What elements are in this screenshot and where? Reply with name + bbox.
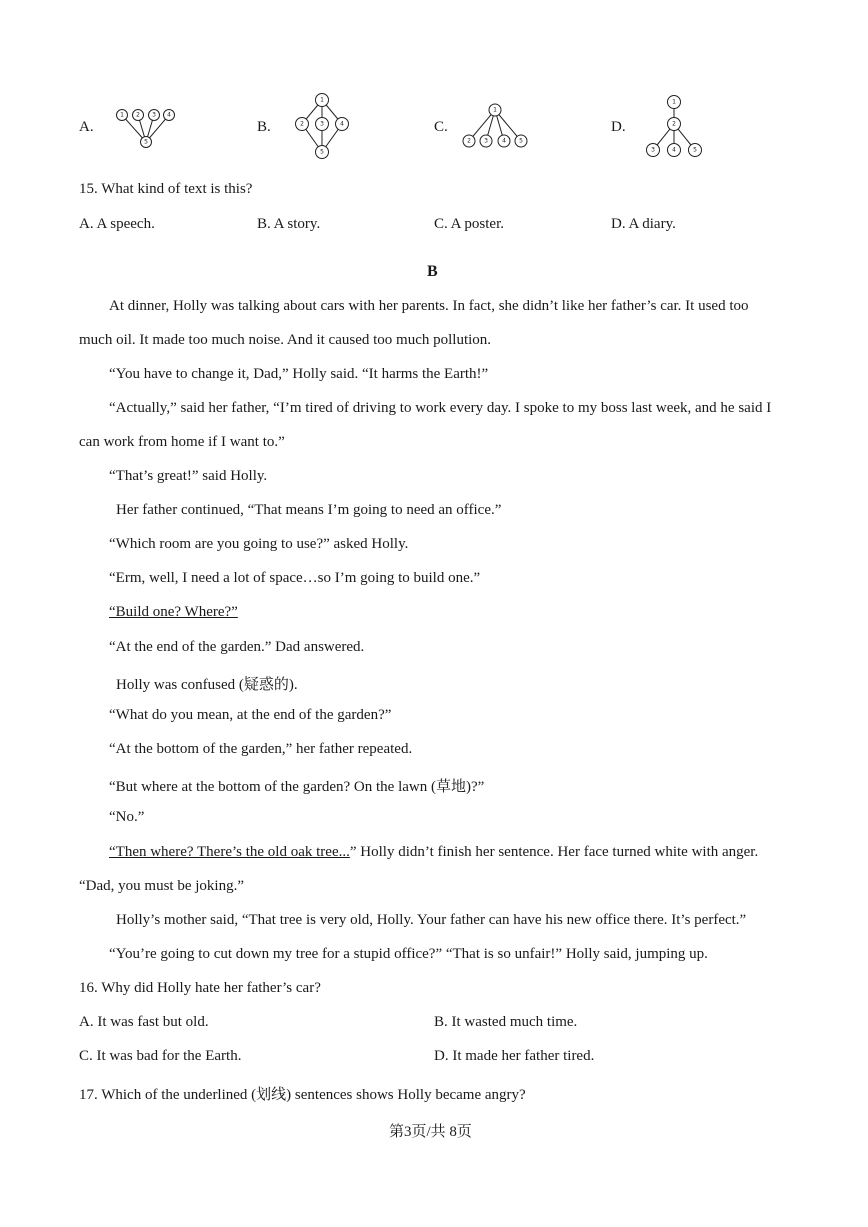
node-label: 5 [693, 146, 697, 154]
q16-option-b[interactable]: B. It wasted much time. [434, 1014, 578, 1030]
passage-line [109, 844, 758, 861]
q15-option-c[interactable]: C. A poster. [434, 216, 505, 232]
option-b-diagram [290, 90, 356, 162]
page-footer: 第3页/共 8页 [389, 1124, 472, 1140]
node-label: 2 [467, 137, 471, 145]
passage-line: “That’s great!” said Holly. [109, 468, 268, 484]
passage-line: “What do you mean, at the end of the garden?” [109, 707, 392, 723]
node-label: 3 [651, 146, 655, 154]
passage-line: “No.” [109, 809, 145, 825]
question-17: 17. Which of the underlined (划线) sentences shows Holly became angry? [79, 1087, 526, 1103]
underlined-sentence-1: “Build one? Where?” [109, 604, 238, 620]
passage-line: “You’re going to cut down my tree for a stupid office?” “That is so unfair!” Holly said, jumping up. [109, 946, 708, 962]
node-label: 2 [136, 111, 140, 119]
q16-option-d[interactable]: D. It made her father tired. [434, 1048, 595, 1064]
node-label: 1 [493, 106, 497, 114]
option-d-letter: D. [611, 119, 626, 135]
passage-line: “Dad, you must be joking.” [79, 878, 244, 894]
passage-line: Holly’s mother said, “That tree is very old, Holly. Your father can have his new office there. It’s perfect.” [116, 912, 747, 928]
option-c-letter: C. [434, 119, 448, 135]
node-label: 5 [519, 137, 523, 145]
node-label: 4 [502, 137, 506, 145]
passage-line: Holly was confused (疑惑的). [116, 677, 298, 693]
passage-line: Her father continued, “That means I’m going to need an office.” [116, 502, 502, 518]
node-label: 4 [167, 111, 171, 119]
node-label: 2 [300, 120, 304, 128]
node-label: 1 [120, 111, 124, 119]
passage-line: “But where at the bottom of the garden? On the lawn (草地)?” [109, 779, 485, 795]
option-c-diagram [458, 100, 534, 152]
passage-line: much oil. It made too much noise. And it caused too much pollution. [79, 332, 492, 348]
node-label: 1 [320, 96, 324, 104]
node-label: 3 [320, 120, 324, 128]
passage-line: “Which room are you going to use?” asked Holly. [109, 536, 409, 552]
node-label: 4 [340, 120, 344, 128]
node-label: 5 [320, 148, 324, 156]
option-b-letter: B. [257, 119, 271, 135]
passage-line: “Actually,” said her father, “I’m tired of driving to work every day. I spoke to my boss last week, and he said I [109, 400, 772, 416]
node-label: 5 [144, 138, 148, 146]
q15-option-a[interactable]: A. A speech. [79, 216, 155, 232]
question-16: 16. Why did Holly hate her father’s car? [79, 980, 321, 996]
node-label: 4 [672, 146, 676, 154]
q15-option-d[interactable]: D. A diary. [611, 216, 676, 232]
passage-line: can work from home if I want to.” [79, 434, 285, 450]
passage-line: “At the end of the garden.” Dad answered. [109, 639, 365, 655]
q15-option-b[interactable]: B. A story. [257, 216, 321, 232]
passage-line: “You have to change it, Dad,” Holly said. “It harms the Earth!” [109, 366, 489, 382]
passage-line-rest: ” Holly didn’t finish her sentence. Her face turned white with anger. [349, 844, 759, 860]
node-label: 1 [672, 98, 676, 106]
passage-line: At dinner, Holly was talking about cars with her parents. In fact, she didn’t like her father’s car. It used too [109, 298, 749, 314]
passage-line: “At the bottom of the garden,” her father repeated. [109, 741, 413, 757]
section-title: B [427, 263, 438, 280]
underlined-sentence-2: “Then where? There’s the old oak tree... [109, 844, 350, 860]
node-label: 2 [672, 120, 676, 128]
node-label: 3 [152, 111, 156, 119]
node-label: 3 [484, 137, 488, 145]
option-d-diagram [638, 91, 710, 163]
option-a-diagram [112, 104, 182, 150]
passage-line: “Erm, well, I need a lot of space…so I’m going to build one.” [109, 570, 481, 586]
question-15: 15. What kind of text is this? [79, 181, 253, 197]
option-a-letter: A. [79, 119, 94, 135]
q16-option-c[interactable]: C. It was bad for the Earth. [79, 1048, 242, 1064]
q16-option-a[interactable]: A. It was fast but old. [79, 1014, 209, 1030]
